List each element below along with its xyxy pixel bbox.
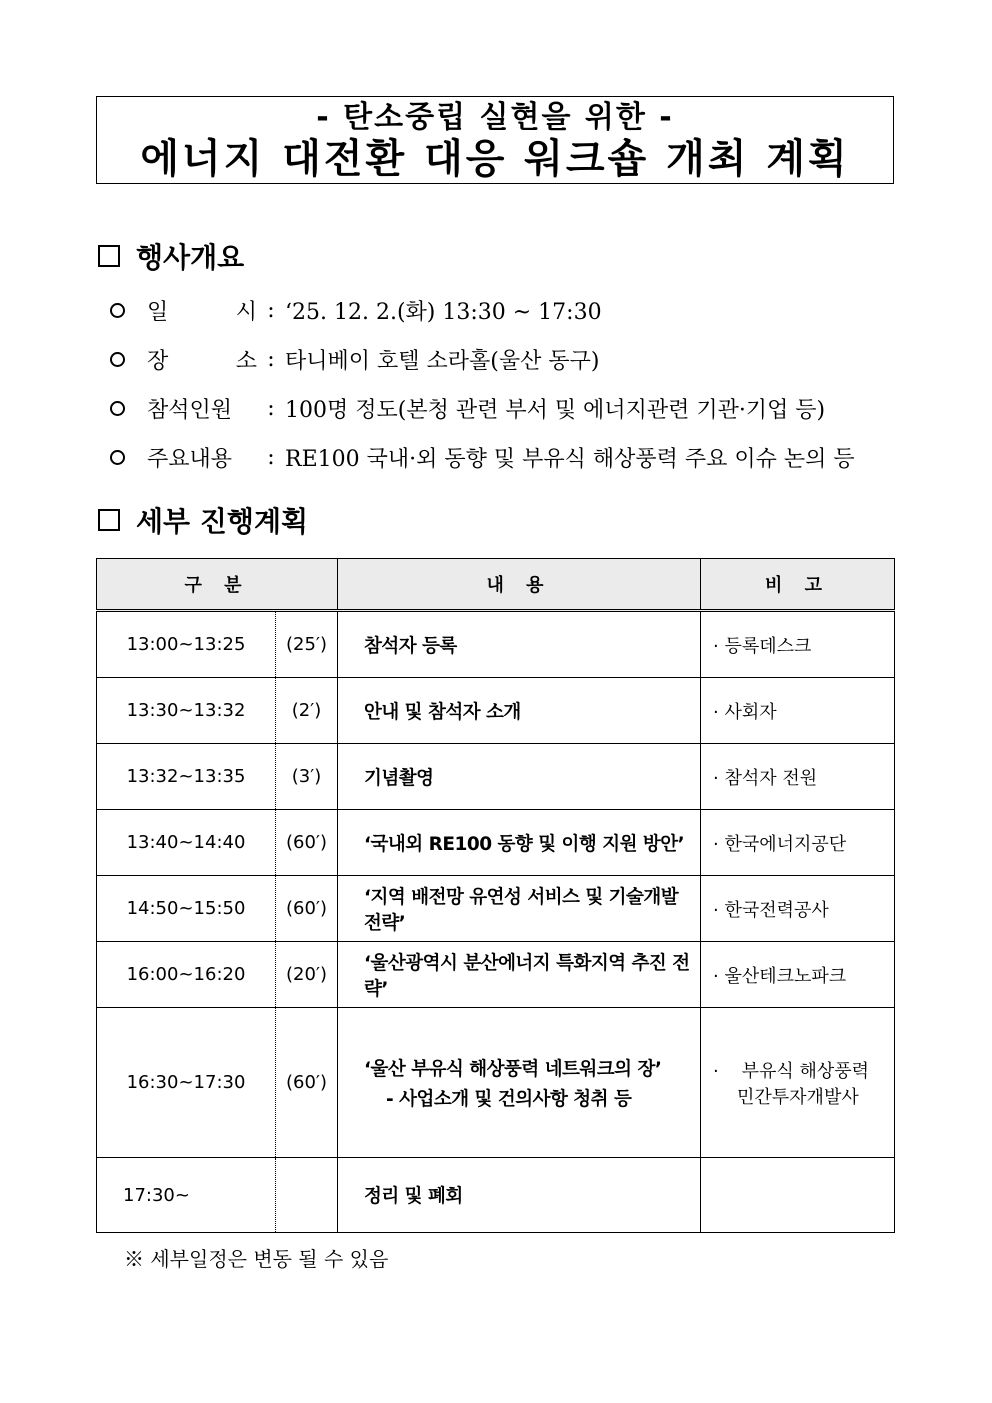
header-note: 비 고 bbox=[701, 559, 895, 611]
cell-note: · 울산테크노파크 bbox=[701, 942, 895, 1008]
cell-time: 17:30~ bbox=[97, 1158, 276, 1233]
cell-content bbox=[338, 1008, 701, 1158]
table-row bbox=[97, 1008, 895, 1158]
cell-content: ‘울산광역시 분산에너지 특화지역 추진 전략’ bbox=[338, 942, 701, 1008]
note-line-2: 민간투자개발사 bbox=[737, 1086, 859, 1108]
cell-time: 14:50~15:50 bbox=[97, 876, 276, 942]
cell-duration: (60′) bbox=[276, 810, 338, 876]
cell-duration: (60′) bbox=[276, 876, 338, 942]
table-row bbox=[97, 744, 895, 810]
title-box bbox=[96, 96, 894, 184]
cell-content: 정리 및 폐회 bbox=[338, 1158, 701, 1233]
overview-list bbox=[110, 286, 970, 482]
cell-time: 13:40~14:40 bbox=[97, 810, 276, 876]
schedule-table bbox=[96, 558, 895, 1233]
table-row bbox=[97, 876, 895, 942]
table-row bbox=[97, 810, 895, 876]
item-colon: : bbox=[267, 298, 275, 323]
cell-note: · 한국에너지공단 bbox=[701, 810, 895, 876]
cell-content: 기념촬영 bbox=[338, 744, 701, 810]
header-content: 내 용 bbox=[338, 559, 701, 611]
cell-duration: (60′) bbox=[276, 1008, 338, 1158]
cell-content: 안내 및 참석자 소개 bbox=[338, 678, 701, 744]
list-item bbox=[110, 335, 970, 384]
content-line-1: ‘울산 부유식 해상풍력 네트워크의 장’ bbox=[364, 1058, 662, 1080]
section-heading-schedule bbox=[98, 500, 308, 540]
circle-bullet-icon bbox=[110, 401, 125, 416]
item-value: RE100 국내·외 동향 및 부유식 해상풍력 주요 이슈 논의 등 bbox=[285, 447, 855, 472]
section-heading-text: 행사개요 bbox=[136, 241, 245, 274]
item-colon: : bbox=[267, 347, 275, 372]
item-label: 주요내용 bbox=[147, 447, 233, 472]
cell-duration bbox=[276, 1158, 338, 1233]
header-division: 구 분 bbox=[97, 559, 338, 611]
cell-time: 16:00~16:20 bbox=[97, 942, 276, 1008]
cell-duration: (25′) bbox=[276, 611, 338, 678]
table-row bbox=[97, 1158, 895, 1233]
table-row bbox=[97, 611, 895, 678]
cell-content: ‘지역 배전망 유연성 서비스 및 기술개발 전략’ bbox=[338, 876, 701, 942]
item-value: ‘25. 12. 2.(화) 13:30 ~ 17:30 bbox=[285, 300, 602, 325]
cell-note: · 사회자 bbox=[701, 678, 895, 744]
cell-note: · 참석자 전원 bbox=[701, 744, 895, 810]
item-label: 장 소 bbox=[147, 349, 257, 374]
section-heading-overview bbox=[98, 236, 244, 276]
table-row bbox=[97, 942, 895, 1008]
cell-note: · 한국전력공사 bbox=[701, 876, 895, 942]
item-value: 100명 정도(본청 관련 부서 및 에너지관련 기관·기업 등) bbox=[285, 398, 826, 423]
list-item bbox=[110, 433, 970, 482]
item-colon: : bbox=[267, 445, 275, 470]
cell-duration: (2′) bbox=[276, 678, 338, 744]
document-subtitle: - 탄소중립 실현을 위한 - bbox=[316, 100, 674, 135]
content-line-2: - 사업소개 및 건의사항 청취 등 bbox=[386, 1088, 632, 1110]
document-title: 에너지 대전환 대응 워크숍 개최 계획 bbox=[140, 136, 850, 182]
item-value: 타니베이 호텔 소라홀(울산 동구) bbox=[285, 349, 600, 374]
cell-duration: (3′) bbox=[276, 744, 338, 810]
cell-time: 13:00~13:25 bbox=[97, 611, 276, 678]
table-header-row bbox=[97, 559, 895, 611]
circle-bullet-icon bbox=[110, 352, 125, 367]
circle-bullet-icon bbox=[110, 303, 125, 318]
list-item bbox=[110, 384, 970, 433]
cell-content: 참석자 등록 bbox=[338, 611, 701, 678]
cell-note bbox=[701, 1008, 895, 1158]
section-heading-text: 세부 진행계획 bbox=[136, 505, 309, 538]
cell-note bbox=[701, 1158, 895, 1233]
circle-bullet-icon bbox=[110, 450, 125, 465]
table-row bbox=[97, 678, 895, 744]
cell-duration: (20′) bbox=[276, 942, 338, 1008]
list-item bbox=[110, 286, 970, 335]
cell-time: 16:30~17:30 bbox=[97, 1008, 276, 1158]
cell-time: 13:30~13:32 bbox=[97, 678, 276, 744]
cell-time: 13:32~13:35 bbox=[97, 744, 276, 810]
item-label: 일 시 bbox=[147, 300, 257, 325]
item-label: 참석인원 bbox=[147, 398, 233, 423]
square-bullet-icon bbox=[98, 245, 120, 267]
square-bullet-icon bbox=[98, 509, 120, 531]
cell-note: · 등록데스크 bbox=[701, 611, 895, 678]
cell-content: ‘국내외 RE100 동향 및 이행 지원 방안’ bbox=[338, 810, 701, 876]
note-line-1: · 부유식 해상풍력 bbox=[713, 1060, 870, 1082]
item-colon: : bbox=[267, 396, 275, 421]
footnote: ※ 세부일정은 변동 될 수 있음 bbox=[124, 1247, 389, 1271]
